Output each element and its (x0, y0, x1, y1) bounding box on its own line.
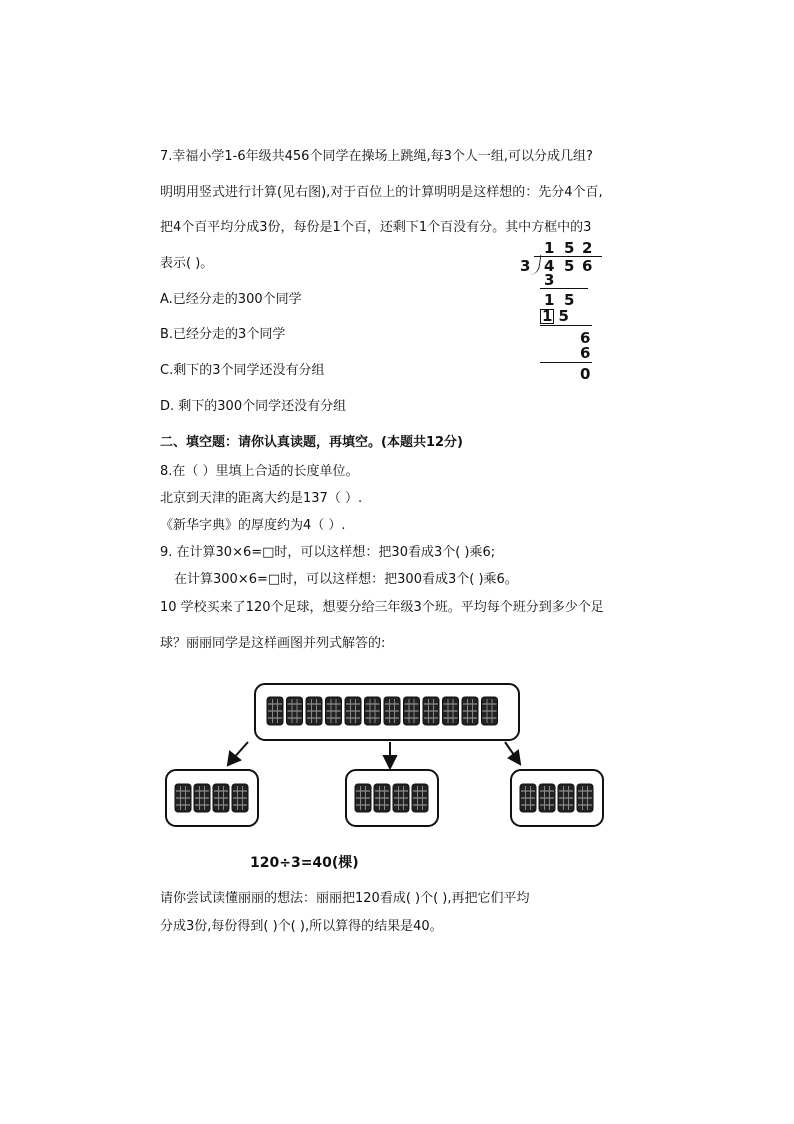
dividend-digit: 6 (582, 257, 593, 275)
arrow-middle (384, 742, 396, 768)
ball-bundle-icon (482, 697, 498, 725)
ball-bundle-icon (539, 784, 555, 812)
section-heading: 二、填空题：请你认真读题，再填空。(本题共12分) (160, 435, 463, 450)
top-group-box (255, 684, 519, 740)
step-line (540, 325, 592, 326)
q10-line1a: 10 学校买来了120个足球，想要分给三年级3个班。平均每个班分到多少个足 (160, 600, 604, 615)
ball-bundle-icon (443, 697, 459, 725)
ball-bundle-icon (520, 784, 536, 812)
group-box-1 (166, 770, 258, 826)
step-line (540, 288, 588, 289)
ball-bundle-icon (404, 697, 420, 725)
long-division (514, 238, 604, 388)
group-box-3 (511, 770, 603, 826)
ball-bundle-icon (213, 784, 229, 812)
quotient-digit: 5 (564, 239, 575, 257)
ball-bundle-icon (577, 784, 593, 812)
step5-digit: 6 (580, 344, 591, 362)
q7-line2: 明明用竖式进行计算(见右图),对于百位上的计算明明是这样想的：先分4个百, (160, 185, 603, 200)
dividend-digit: 4 (544, 257, 555, 275)
q9-line2: 在计算300×6=□时，可以这样想：把300看成3个( )乘6。 (174, 572, 518, 587)
divisor: 3 (520, 257, 531, 275)
q8-line2: 北京到天津的距离大约是137（ ）. (160, 491, 363, 506)
remainder-digit: 0 (580, 365, 591, 383)
ball-bundle-icon (194, 784, 210, 812)
step3-row (540, 308, 569, 324)
q8-line3: 《新华字典》的厚度约为4（ ）. (160, 518, 346, 533)
division-bracket (530, 255, 542, 275)
q7-option-c[interactable]: C.剩下的3个同学还没有分组 (160, 363, 325, 378)
q7-option-d[interactable]: D. 剩下的300个同学还没有分组 (160, 399, 347, 414)
step4-digit: 6 (580, 329, 591, 347)
quotient-digit: 2 (582, 239, 593, 257)
ball-bundle-icon (232, 784, 248, 812)
dividend-digit: 5 (564, 257, 575, 275)
ball-bundle-icon (175, 784, 191, 812)
ball-bundle-icon (393, 784, 409, 812)
q7-line3: 把4个百平均分成3份，每份是1个百，还剩下1个百没有分。其中方框中的3 (160, 220, 592, 235)
ball-bundle-icon (384, 697, 400, 725)
q7-option-b[interactable]: B.已经分走的3个同学 (160, 327, 286, 342)
group-box-2 (346, 770, 438, 826)
boxed-digit: 1 (542, 307, 553, 325)
arrow-left (228, 742, 248, 765)
ball-bundle-icon (374, 784, 390, 812)
q8-line1: 8.在（ ）里填上合适的长度单位。 (160, 464, 359, 479)
ball-bundle-icon (287, 697, 303, 725)
q10-line1b: 球？丽丽同学是这样画图并列式解答的: (160, 636, 386, 651)
ball-bundle-icon (412, 784, 428, 812)
ball-bundle-icon (355, 784, 371, 812)
ball-bundle-icon (462, 697, 478, 725)
ball-bundle-icon (558, 784, 574, 812)
step-line (540, 362, 592, 363)
q7-line1: 7.幸福小学1-6年级共456个同学在操场上跳绳,每3个人一组,可以分成几组? (160, 149, 593, 164)
ball-bundle-icon (365, 697, 381, 725)
ball-bundle-icon (326, 697, 342, 725)
step2-digit: 5 (564, 291, 575, 309)
quotient-digit: 1 (544, 239, 555, 257)
arrow-right (505, 742, 520, 764)
ball-bundle-icon (306, 697, 322, 725)
q10-line3: 分成3份,每份得到( )个( ),所以算得的结果是40。 (160, 919, 443, 934)
ball-bundle-icon (267, 697, 283, 725)
q7-line4: 表示( )。 (160, 256, 214, 271)
ball-bundle-icon (345, 697, 361, 725)
q10-formula: 120÷3=40(棵) (250, 855, 359, 871)
ball-bundle-icon (423, 697, 439, 725)
step1-digit: 3 (544, 271, 555, 289)
q10-line2: 请你尝试读懂丽丽的想法：丽丽把120看成( )个( ),再把它们平均 (160, 891, 530, 906)
step2-digit: 1 (544, 291, 555, 309)
step3-rest: 5 (558, 307, 569, 325)
q7-option-a[interactable]: A.已经分走的300个同学 (160, 292, 302, 307)
q9-line1: 9. 在计算30×6=□时，可以这样想：把30看成3个( )乘6; (160, 545, 496, 560)
